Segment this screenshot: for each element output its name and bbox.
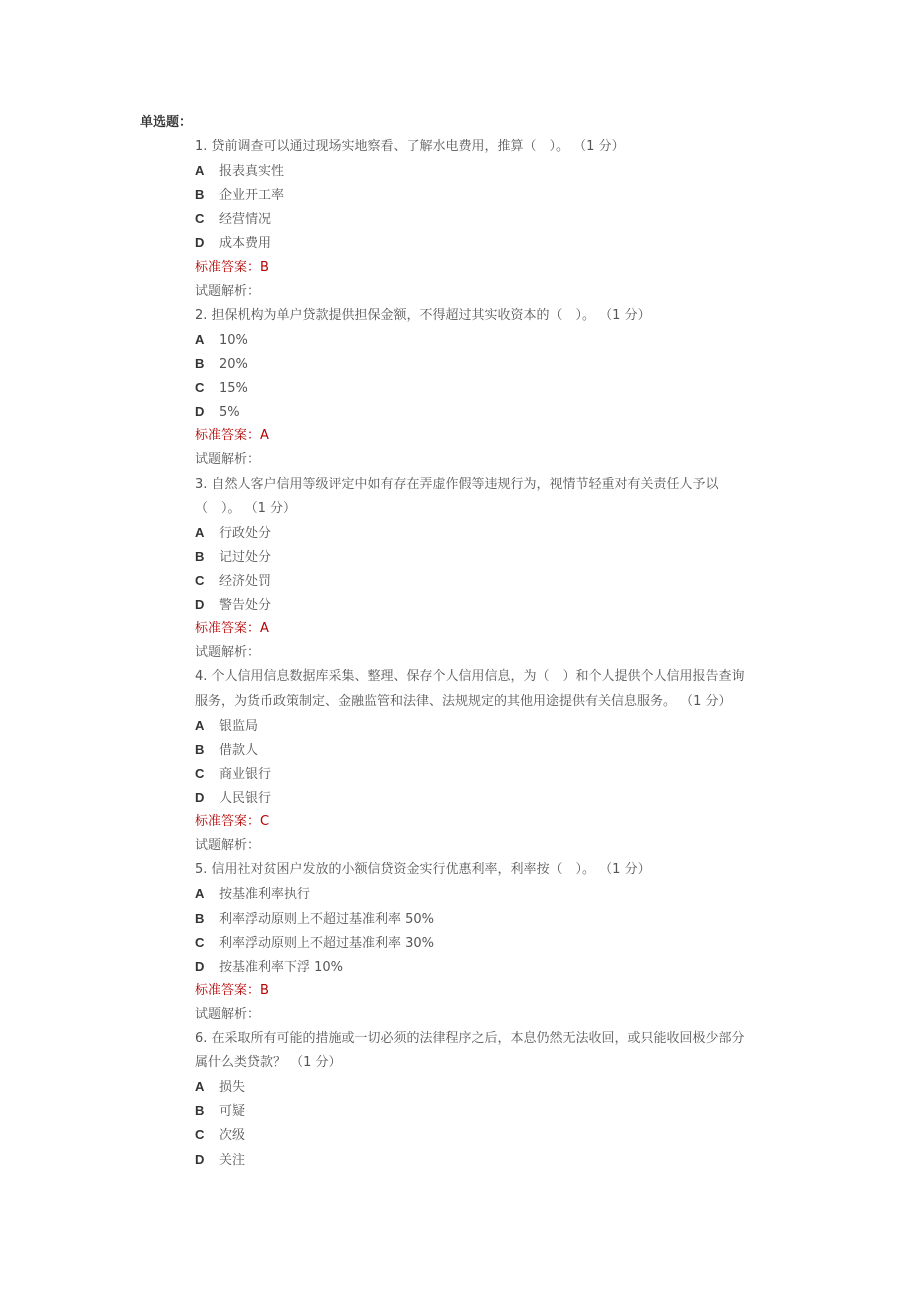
option-letter: D [195,789,205,805]
question-item [195,665,795,858]
standard-answer [195,424,795,448]
option-item [195,569,795,593]
option-letter: A [195,331,205,347]
analysis-label: 试题解析： [195,645,261,661]
analysis-label: 试题解析： [195,1006,261,1022]
standard-answer [195,810,795,834]
option-text: 按基准利率执行 [219,887,311,903]
option-item [195,183,795,207]
option-item [195,207,795,231]
option-item [195,376,795,400]
option-item [195,714,795,738]
option-text: 经营情况 [219,212,272,228]
question-text: 3. 自然人客户信用等级评定中如有存在弄虚作假等违规行为，视情节轻重对有关责任人予以 [195,476,719,492]
option-item [195,400,795,424]
option-letter: C [195,934,205,950]
option-text: 利率浮动原则上不超过基准利率 50% [219,911,435,927]
option-letter: B [195,548,205,564]
question-list [195,135,795,1172]
option-text: 成本费用 [219,236,272,252]
option-text: 损失 [219,1080,246,1096]
answer-label: 标准答案： [195,621,261,637]
option-text: 经济处罚 [219,573,272,589]
option-item [195,328,795,352]
option-item [195,931,795,955]
option-text: 银监局 [219,718,259,734]
option-letter: C [195,1127,205,1143]
answer-value: B [260,982,269,998]
option-text: 企业开工率 [219,188,285,204]
question-text: 2. 担保机构为单户贷款提供担保金额，不得超过其实收资本的（ ）。 （1 分） [195,307,651,323]
option-letter: A [195,1079,205,1095]
question-text: 6. 在采取所有可能的措施或一切必须的法律程序之后，本息仍然无法收回，或只能收回极少部分 [195,1031,745,1047]
option-item [195,593,795,617]
question-item [195,135,795,304]
answer-value: A [260,621,269,637]
standard-answer [195,617,795,641]
question-item [195,473,795,666]
option-letter: D [195,597,205,613]
option-letter: D [195,404,205,420]
option-text: 行政处分 [219,525,272,541]
question-item [195,858,795,1027]
option-letter: B [195,741,205,757]
option-text: 20% [219,356,248,372]
option-letter: C [195,211,205,227]
option-item [195,1099,795,1123]
answer-label: 标准答案： [195,814,261,830]
option-letter: A [195,717,205,733]
option-letter: B [195,187,205,203]
question-item [195,1027,795,1172]
question-text: 服务，为货币政策制定、金融监管和法律、法规规定的其他用途提供有关信息服务。 （1 分） [195,693,732,709]
option-letter: D [195,1151,205,1167]
question-text: 5. 信用社对贫困户发放的小额信贷资金实行优惠利率，利率按（ ）。 （1 分） [195,862,651,878]
option-item [195,786,795,810]
option-item [195,521,795,545]
question-item [195,304,795,473]
option-item [195,907,795,931]
option-text: 按基准利率下浮 10% [219,959,344,975]
analysis-label: 试题解析： [195,838,261,854]
analysis-label: 试题解析： [195,452,261,468]
section-title: 单选题： [140,115,193,130]
option-letter: A [195,163,205,179]
option-letter: C [195,380,205,396]
answer-label: 标准答案： [195,259,261,275]
analysis-label: 试题解析： [195,283,261,299]
question-text: 4. 个人信用信息数据库采集、整理、保存个人信用信息，为（ ）和个人提供个人信用报告查询 [195,669,745,685]
option-letter: B [195,1103,205,1119]
option-text: 警告处分 [219,598,272,614]
answer-label: 标准答案： [195,428,261,444]
option-item [195,955,795,979]
option-item [195,1075,795,1099]
option-text: 报表真实性 [219,164,285,180]
question-text: 属什么类贷款？ （1 分） [195,1055,342,1071]
answer-value: A [260,428,269,444]
question-text: （ ）。 （1 分） [195,500,297,516]
option-letter: C [195,572,205,588]
option-text: 10% [219,332,248,348]
option-letter: D [195,958,205,974]
option-item [195,231,795,255]
option-text: 人民银行 [219,790,272,806]
option-text: 利率浮动原则上不超过基准利率 30% [219,935,435,951]
option-item [195,352,795,376]
option-letter: C [195,765,205,781]
option-text: 记过处分 [219,549,272,565]
option-item [195,762,795,786]
option-letter: A [195,524,205,540]
option-item [195,1148,795,1172]
standard-answer [195,979,795,1003]
option-letter: B [195,355,205,371]
option-text: 借款人 [219,742,259,758]
option-item [195,1123,795,1147]
option-text: 商业银行 [219,766,272,782]
option-item [195,882,795,906]
option-letter: B [195,910,205,926]
option-item [195,738,795,762]
option-text: 可疑 [219,1104,246,1120]
option-text: 次级 [219,1128,246,1144]
option-text: 5% [219,405,240,421]
option-text: 关注 [219,1152,246,1168]
option-text: 15% [219,381,248,397]
answer-label: 标准答案： [195,982,261,998]
option-item [195,159,795,183]
answer-value: B [260,259,269,275]
option-letter: D [195,235,205,251]
option-item [195,545,795,569]
question-text: 1. 贷前调查可以通过现场实地察看、了解水电费用，推算（ ）。 （1 分） [195,139,625,154]
standard-answer [195,256,795,280]
answer-value: C [260,814,270,830]
option-letter: A [195,886,205,902]
